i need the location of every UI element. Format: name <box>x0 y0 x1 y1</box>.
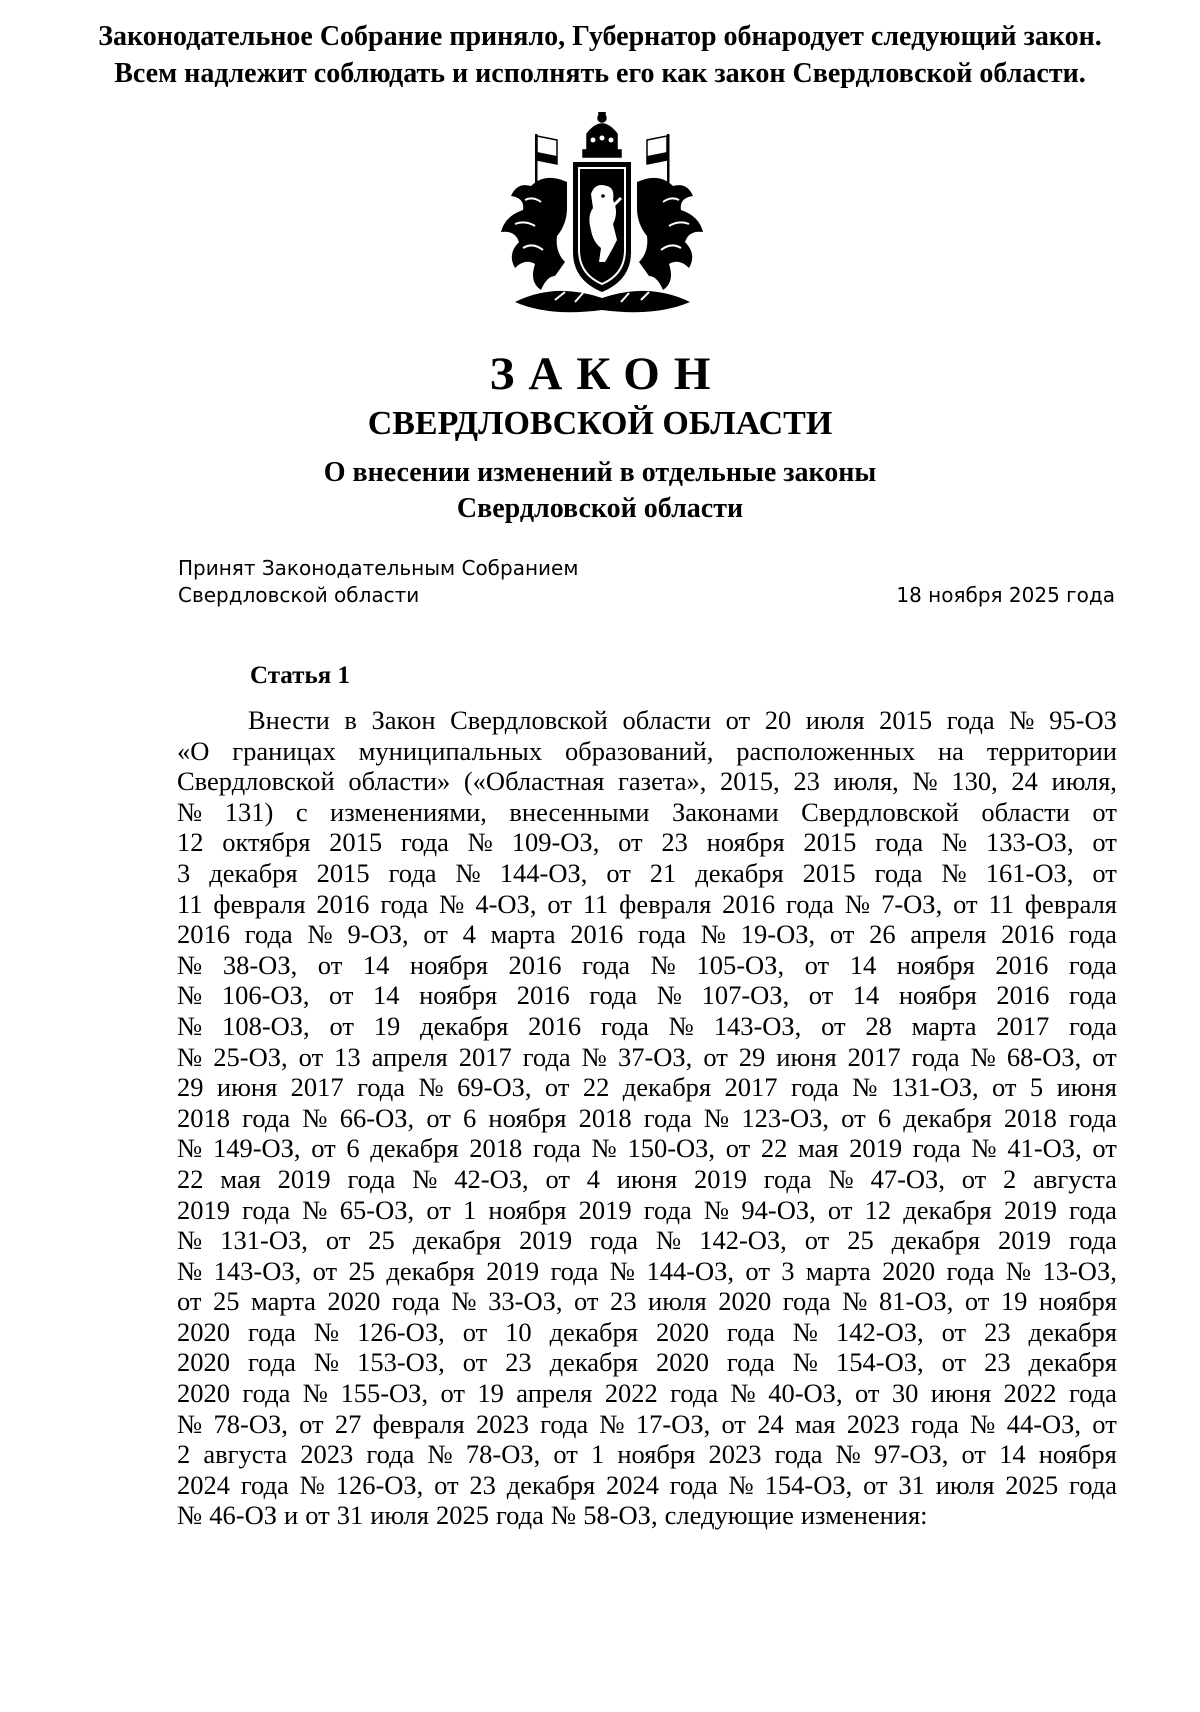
article-line: № 131) с изменениями, внесенными Законами Свердловской области от <box>177 796 1117 827</box>
preamble <box>60 18 1140 92</box>
adoption-line: Принят Законодательным Собранием <box>178 556 579 580</box>
adoption-line: Свердловской области <box>178 583 420 607</box>
law-subject-line: Свердловской области <box>456 493 744 524</box>
adoption-date: 18 ноября 2025 года <box>896 583 1115 607</box>
article-line: 2020 года № 126-ОЗ, от 10 декабря 2020 года № 142-ОЗ, от 23 декабря <box>177 1316 1117 1347</box>
article-line: № 78-ОЗ, от 27 февраля 2023 года № 17-ОЗ, от 24 мая 2023 года № 44-ОЗ, от <box>177 1408 1117 1439</box>
preamble-line: Законодательное Собрание приняло, Губернатор обнародует следующий закон. <box>98 21 1102 52</box>
law-subject-line: О внесении изменений в отдельные законы <box>323 457 877 488</box>
article-line: 2020 года № 153-ОЗ, от 23 декабря 2020 года № 154-ОЗ, от 23 декабря <box>177 1347 1117 1378</box>
coat-of-arms-icon <box>495 112 710 322</box>
article-line: 2018 года № 66-ОЗ, от 6 ноября 2018 года № 123-ОЗ, от 6 декабря 2018 года <box>177 1102 1117 1133</box>
article-line: 2020 года № 155-ОЗ, от 19 апреля 2022 года № 40-ОЗ, от 30 июня 2022 года <box>177 1378 1117 1409</box>
law-subject <box>0 455 1200 527</box>
article-line: 11 февраля 2016 года № 4-ОЗ, от 11 февраля 2016 года № 7-ОЗ, от 11 февраля <box>177 888 1117 919</box>
article-line: 2024 года № 126-ОЗ, от 23 декабря 2024 года № 154-ОЗ, от 31 июля 2025 года <box>177 1469 1117 1500</box>
article-line: 29 июня 2017 года № 69-ОЗ, от 22 декабря 2017 года № 131-ОЗ, от 5 июня <box>177 1072 1117 1103</box>
article-line: 22 мая 2019 года № 42-ОЗ, от 4 июня 2019 года № 47-ОЗ, от 2 августа <box>177 1163 1117 1194</box>
article-line: № 46-ОЗ и от 31 июля 2025 года № 58-ОЗ, следующие изменения: <box>177 1500 928 1531</box>
article-line: Свердловской области» («Областная газета», 2015, 23 июля, № 130, 24 июля, <box>177 766 1117 797</box>
article-body <box>177 705 1117 1531</box>
region-title: СВЕРДЛОВСКОЙ ОБЛАСТИ <box>367 405 833 442</box>
article-line: 12 октября 2015 года № 109-ОЗ, от 23 ноября 2015 года № 133-ОЗ, от <box>177 827 1117 858</box>
article-line: № 143-ОЗ, от 25 декабря 2019 года № 144-ОЗ, от 3 марта 2020 года № 13-ОЗ, <box>177 1255 1117 1286</box>
article-line: 2016 года № 9-ОЗ, от 4 марта 2016 года № 19-ОЗ, от 26 апреля 2016 года <box>177 919 1117 950</box>
article-line: № 149-ОЗ, от 6 декабря 2018 года № 150-ОЗ, от 22 мая 2019 года № 41-ОЗ, от <box>177 1133 1117 1164</box>
article-line: 2 августа 2023 года № 78-ОЗ, от 1 ноября 2023 года № 97-ОЗ, от 14 ноября <box>177 1439 1117 1470</box>
article-line: № 108-ОЗ, от 19 декабря 2016 года № 143-ОЗ, от 28 марта 2017 года <box>177 1010 1117 1041</box>
article-line: от 25 марта 2020 года № 33-ОЗ, от 23 июля 2020 года № 81-ОЗ, от 19 ноября <box>177 1286 1117 1317</box>
article-line: № 106-ОЗ, от 14 ноября 2016 года № 107-ОЗ, от 14 ноября 2016 года <box>177 980 1117 1011</box>
article-line: «О границах муниципальных образований, расположенных на территории <box>177 735 1117 766</box>
preamble-line: Всем надлежит соблюдать и исполнять его как закон Свердловской области. <box>114 58 1086 89</box>
article-line: № 25-ОЗ, от 13 апреля 2017 года № 37-ОЗ, от 29 июня 2017 года № 68-ОЗ, от <box>177 1041 1117 1072</box>
article-line: 2019 года № 65-ОЗ, от 1 ноября 2019 года № 94-ОЗ, от 12 декабря 2019 года <box>177 1194 1117 1225</box>
adoption-note <box>178 555 578 609</box>
law-word: ЗАКОН <box>489 348 725 400</box>
article-line: Внести в Закон Свердловской области от 20 июля 2015 года № 95-ОЗ <box>248 705 1117 735</box>
article-line: 3 декабря 2015 года № 144-ОЗ, от 21 декабря 2015 года № 161-ОЗ, от <box>177 857 1117 888</box>
article-heading: Статья 1 <box>250 662 350 689</box>
article-line: № 131-ОЗ, от 25 декабря 2019 года № 142-ОЗ, от 25 декабря 2019 года <box>177 1225 1117 1256</box>
article-line: № 38-ОЗ, от 14 ноября 2016 года № 105-ОЗ, от 14 ноября 2016 года <box>177 949 1117 980</box>
